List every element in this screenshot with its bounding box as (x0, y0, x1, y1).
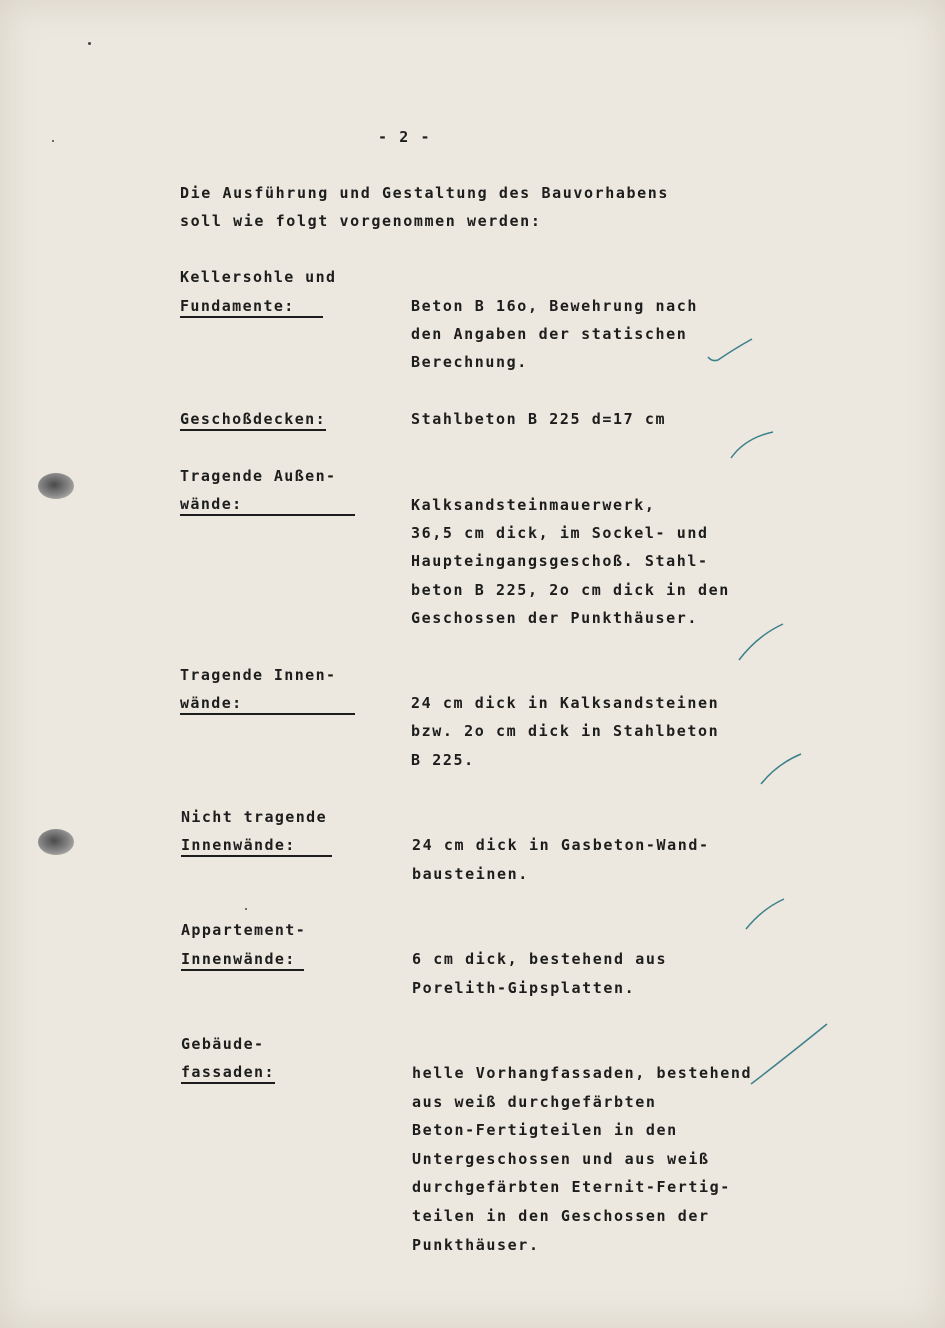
check-mark-icon (733, 620, 793, 665)
section-text: beton B 225, 2o cm dick in den (411, 581, 730, 599)
section-text: Porelith-Gipsplatten. (412, 979, 636, 997)
section-label: Appartement- (181, 921, 307, 939)
section-text: aus weiß durchgefärbten (412, 1093, 657, 1111)
check-mark-icon (700, 335, 760, 370)
section-label: Kellersohle und (180, 268, 337, 286)
section-label: wände: (180, 495, 355, 513)
section-text: Untergeschossen und aus weiß (412, 1150, 710, 1168)
section-text: durchgefärbten Eternit-Fertig- (412, 1178, 731, 1196)
punch-hole-bottom (38, 829, 74, 855)
section-label: Tragende Innen- (180, 666, 337, 684)
section-label: Geschoßdecken: (180, 410, 326, 428)
section-label: Tragende Außen- (180, 467, 337, 485)
section-text: teilen in den Geschossen der (412, 1207, 710, 1225)
section-text: bzw. 2o cm dick in Stahlbeton (411, 722, 720, 740)
punch-hole-top (38, 473, 74, 499)
section-text: Beton B 16o, Bewehrung nach (411, 297, 699, 315)
section-label: Innenwände: (181, 950, 304, 968)
intro-line: Die Ausführung und Gestaltung des Bauvorhabens (180, 184, 670, 202)
section-text: 36,5 cm dick, im Sockel- und (411, 524, 709, 542)
section-label: Gebäude- (181, 1035, 265, 1053)
section-text: den Angaben der statischen (411, 325, 688, 343)
check-mark-icon (725, 428, 785, 463)
section-text: Geschossen der Punkthäuser. (411, 609, 699, 627)
section-text: 24 cm dick in Kalksandsteinen (411, 694, 720, 712)
section-label: Innenwände: (181, 836, 332, 854)
section-text: Punkthäuser. (412, 1236, 540, 1254)
page-number: - 2 - (378, 128, 432, 146)
section-label: fassaden: (181, 1063, 275, 1081)
section-label: wände: (180, 694, 355, 712)
section-label: Nicht tragende (181, 808, 328, 826)
paper-speck (88, 42, 91, 45)
section-text: Haupteingangsgeschoß. Stahl- (411, 552, 709, 570)
section-text: B 225. (411, 751, 475, 769)
section-text: helle Vorhangfassaden, bestehend (412, 1064, 753, 1082)
section-text: 6 cm dick, bestehend aus (412, 950, 668, 968)
section-text: Stahlbeton B 225 d=17 cm (411, 410, 667, 428)
check-mark-icon (755, 750, 810, 790)
section-text: Berechnung. (411, 353, 528, 371)
section-text: bausteinen. (412, 865, 529, 883)
section-text: 24 cm dick in Gasbeton-Wand- (412, 836, 710, 854)
check-mark-icon (740, 895, 795, 935)
check-mark-icon (745, 1020, 835, 1090)
paper-speck (52, 140, 54, 142)
section-text: Beton-Fertigteilen in den (412, 1121, 678, 1139)
section-text: Kalksandsteinmauerwerk, (411, 496, 656, 514)
paper-speck (245, 908, 247, 910)
section-label: Fundamente: (180, 297, 323, 315)
intro-line: soll wie folgt vorgenommen werden: (180, 212, 542, 230)
